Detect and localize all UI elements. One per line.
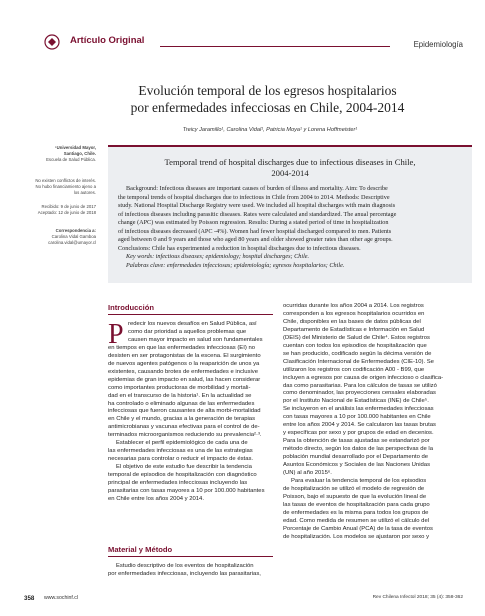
title-line: por enfermedades infecciosas en Chile, 2004-2014 xyxy=(130,100,405,115)
right-column-line: población mundial desarrollado por el Departamento de xyxy=(283,454,429,461)
methods-heading-rule xyxy=(108,556,273,557)
affiliation-block xyxy=(16,145,96,164)
right-column-line: Poisson, bajo el supuesto de que la evolución lineal de xyxy=(283,493,427,500)
intro-line: como dar prioridad a aquellos problemas que xyxy=(128,328,247,335)
abstract-box xyxy=(108,145,472,283)
intro-line: Establecer el perfil epidemiológico de cada una de xyxy=(116,440,248,447)
right-column-text xyxy=(283,303,465,542)
intro-line: dad en el transcurso de la historia¹. En la actualidad se xyxy=(108,392,252,399)
journal-citation: Rev Chilena Infectol 2018; 35 (4): 358-362 xyxy=(372,595,463,600)
methods-line: Estudio descriptivo de los eventos de hospitalización xyxy=(116,563,254,569)
right-column-line: Porcentaje de Cambio Anual (PCA) de la tasa de eventos xyxy=(283,525,433,532)
journal-logo-icon xyxy=(44,34,60,50)
intro-line: terminados microorganismos reduciendo su prevalencia²·³. xyxy=(108,432,262,439)
correspondence-name: Carolina Vidal Gamboa xyxy=(51,234,96,240)
author-list: Treicy Jaramillo¹, Carolina Vidal¹, Patricia Moya¹ y Lorena Hoffmeister¹ xyxy=(182,127,358,133)
abstract-text xyxy=(118,185,464,270)
right-column-line: incluyen a egresos por causa de origen infeccioso o clasifica- xyxy=(283,374,444,381)
english-title-line: 2004-2014 xyxy=(271,167,309,178)
right-column-line: corresponden a los egresos hospitalarios ocurridos en xyxy=(283,310,425,317)
title-line: Evolución temporal de los egresos hospitalarios xyxy=(138,83,397,98)
disclosure-line: No hubo financiamiento ajeno a xyxy=(35,184,96,190)
section-label: Artículo Original xyxy=(70,35,145,46)
abstract-line: study. National Hospital Discharge Registry were used. We included all hospital discharges with main diagnosis xyxy=(118,202,396,209)
received-date: Recibido: 9 de junio de 2017 xyxy=(41,204,96,209)
right-column-line: de hospitalización. Los modelos se ajustaron por sexo y xyxy=(283,533,430,540)
dates-block xyxy=(16,204,96,216)
intro-line: epidemias de gran impacto en salud, las hacen considerar xyxy=(108,376,261,383)
intro-line: redecir los nuevos desafíos en Salud Pública, así xyxy=(128,321,257,327)
intro-text xyxy=(108,321,276,504)
right-column-line: con tasas mayores a 10 por 100.000 habitantes en Chile xyxy=(283,414,431,421)
intro-line: antimicrobianas y vacunas efectivas para el control de de- xyxy=(108,424,260,431)
right-column-line: por el Instituto Nacional de Estadísticas (INE) de Chile⁵. xyxy=(283,398,429,405)
right-column-line: das como parasitarias. Para los cálculos de tasas se utilizó xyxy=(283,382,437,389)
right-column-line: de enfermedades es la misma para todos los grupos de xyxy=(283,509,429,516)
page-number: 358 xyxy=(24,595,35,602)
intro-heading: Introducción xyxy=(108,303,154,312)
intro-line: necesarias para controlar o reducir el impacto de éstas. xyxy=(108,456,254,463)
abstract-line: Conclusions: Chile has experimented a reduction in hospital discharges due to infectious diseases. xyxy=(118,244,361,252)
english-title-line: Temporal trend of hospital discharges due to infectious diseases in Chile, xyxy=(164,157,416,167)
right-column-line: edad. Como medida de resumen se utilizó el cálculo del xyxy=(283,517,430,524)
right-column-line: Para la obtención de tasas ajustadas se estandarizó por xyxy=(283,438,430,445)
abstract-line: change (APC) was estimated by Poisson regression. Results: During a stated period of time in hospitalization xyxy=(118,219,389,226)
intro-line: principal de enfermedades infecciosas incluyendo las xyxy=(108,480,248,487)
right-column-line: (DEIS) del Ministerio de Salud de Chile⁴. Estos registros xyxy=(283,334,430,341)
right-column-line: y específicas por sexo y por grupos de edad en decenios. xyxy=(283,430,434,437)
methods-text xyxy=(108,563,276,579)
disclosure-line: No existen conflictos de interés. xyxy=(35,178,96,183)
right-column-line: Se incluyeron en el análisis las enfermedades infecciosas xyxy=(283,406,434,413)
affiliation-line: Escuela de Salud Pública. xyxy=(46,157,96,163)
intro-line: existentes, causando brotes de enfermedades e inclusive xyxy=(108,368,258,375)
intro-line: desisten en ser protagonistas de la escena. El surgimiento xyxy=(108,352,261,359)
right-column-line: las tasas de eventos de hospitalización para cada grupo xyxy=(283,501,430,508)
article-header xyxy=(0,28,485,56)
journal-url[interactable]: www.sochinf.cl xyxy=(44,595,79,601)
abstract-line: the temporal trends of hospital discharges due to infectious in Chile from 2004 to 2014. Methods: Descriptive xyxy=(118,193,390,201)
disclosure-block xyxy=(16,178,96,197)
abstract-line: Background: Infectious diseases are important causes of burden of illness and mortality. Aim: To describe xyxy=(126,185,388,192)
methods-line: por enfermedades infecciosas, incluyendo las parasitarias, xyxy=(108,570,261,577)
methods-heading: Material y Método xyxy=(108,545,173,554)
intro-line: en Chile entre los años 2004 y 2014. xyxy=(108,495,204,502)
correspondence-block xyxy=(16,228,96,247)
intro-line: parasitarias con tasas mayores a 10 por 100.000 habitantes xyxy=(108,488,265,495)
abstract-line: Palabras clave: enfermedades infecciosas; epidemiología; egresos hospitalarios; Chile. xyxy=(126,261,345,269)
right-column-line: Para evaluar la tendencia temporal de los episodios xyxy=(291,477,427,484)
accepted-date: Aceptado: 12 de junio de 2018 xyxy=(37,210,96,216)
intro-line: infecciosas que fueron causantes de alta morbi-mortalidad xyxy=(108,408,261,415)
intro-line: ha controlado o eliminado algunas de las enfermedades xyxy=(108,400,255,407)
intro-line: El objetivo de este estudio fue describir la tendencia xyxy=(116,464,252,471)
right-column-line: utilizaron los registros con codificación A00 - B99, que xyxy=(283,366,425,373)
right-column-line: Clasificación Internacional de Enfermedades (CIE-10). Se xyxy=(283,358,434,365)
category-label: Epidemiología xyxy=(413,40,463,49)
right-column-line: Departamento de Estadísticas e Información en Salud xyxy=(283,326,425,333)
dropcap-letter: P xyxy=(108,319,124,350)
article-title xyxy=(100,82,435,116)
abstract-line: of infectious diseases including parasitic diseases. Rates were calculated and standardized. The anual percentage xyxy=(118,210,397,218)
intro-line: las enfermedades infecciosas es una de las estrategias xyxy=(108,448,253,455)
correspondence-label: Correspondencia a: xyxy=(55,228,96,233)
intro-heading-rule xyxy=(108,314,273,315)
abstract-line: aged between 0 and 9 years and those who aged 80 years and older showed greater rates than other age groups. xyxy=(118,236,393,243)
affiliation-line: Santiago, Chile. xyxy=(63,151,96,157)
intro-line: en Chile y el mundo, gracias a la generación de terapias xyxy=(108,416,256,423)
intro-line: causen mayor impacto en salud son fundamentales xyxy=(128,336,263,343)
correspondence-email[interactable]: carolina.vidal@umayor.cl xyxy=(48,240,96,246)
right-column-line: cuentan con todos los episodios de hospitalización que xyxy=(283,342,427,349)
right-column-line: (UN) al año 2015⁶. xyxy=(283,470,332,477)
intro-line: en tiempos en que las enfermedades infecciosas (EI) no xyxy=(108,344,256,351)
intro-line: temporal de episodios de hospitalización con diagnóstico xyxy=(108,472,257,479)
right-column-line: como denominador, las proyecciones censales elaboradas xyxy=(283,390,436,397)
english-title xyxy=(108,157,472,178)
affiliation-line: ¹Universidad Mayor, xyxy=(55,145,96,150)
right-column-line: ocurridas durante los años 2004 a 2014. Los registros xyxy=(283,303,424,309)
abstract-line: of infectious diseases decreased (APC -4%). Women had fewer hospital discharged compared to men. Patients xyxy=(118,227,392,235)
right-column-line: Chile, disponibles en las bases de datos públicas del xyxy=(283,318,421,325)
page-footer xyxy=(0,595,485,609)
right-column-line: Asuntos Económicos y Sociales de las Naciones Unidas xyxy=(283,462,431,469)
right-column-line: de hospitalización se utilizó el modelo de regresión de xyxy=(283,485,425,492)
header-divider xyxy=(160,46,390,47)
right-column-line: se han producido, codificado según la décima versión de xyxy=(283,350,432,357)
disclosure-line: los autores. xyxy=(73,190,96,196)
right-column-line: entre los años 2004 y 2014. Se calcularon las tasas brutas xyxy=(283,422,436,429)
intro-line: de nuevos agentes patógenos o la reaparición de unos ya xyxy=(108,360,260,367)
abstract-line: Key words: infectious diseases; epidemiology; hospital discharges; Chile. xyxy=(126,253,310,260)
right-column-line: método directo, según los datos de las perspectivas de la xyxy=(283,446,433,453)
intro-line: como importantes productoras de morbilidad y mortali- xyxy=(108,384,251,391)
